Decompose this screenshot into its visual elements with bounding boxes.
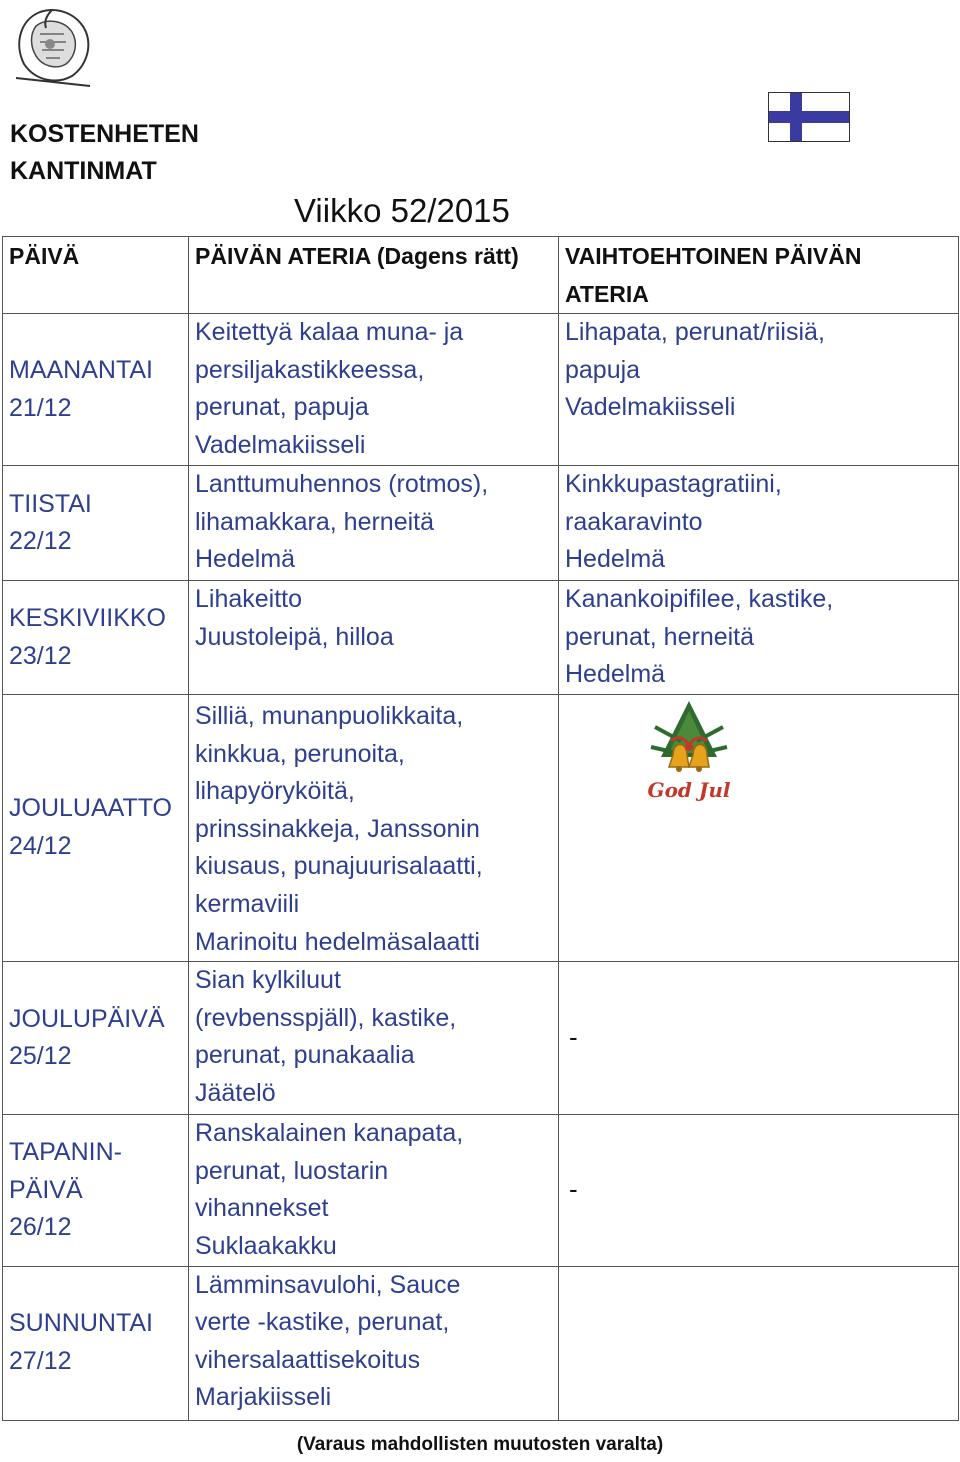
meal-line: kinkkua, perunoita, bbox=[195, 739, 405, 768]
org-line-1: KOSTENHETEN bbox=[10, 120, 199, 148]
day-date: 21/12 bbox=[9, 393, 72, 422]
day-name: KESKIVIIKKO bbox=[9, 603, 167, 632]
meal-line: perunat, papuja bbox=[195, 393, 369, 422]
meal-line: Kanankoipifilee, kastike, bbox=[565, 585, 834, 614]
meal-line: Ranskalainen kanapata, bbox=[195, 1119, 464, 1148]
meal-line: perunat, luostarin bbox=[195, 1156, 389, 1185]
meal-line: Sian kylkiluut bbox=[195, 966, 341, 995]
main-meal-cell bbox=[189, 1266, 559, 1420]
organization-name bbox=[10, 116, 199, 190]
footer-note: (Varaus mahdollisten muutosten varalta) bbox=[296, 1434, 664, 1455]
table-row bbox=[3, 1266, 959, 1420]
meal-line: Hedelmä bbox=[565, 660, 666, 689]
day-cell bbox=[3, 314, 189, 466]
alt-meal-cell bbox=[559, 962, 959, 1115]
company-logo-icon bbox=[6, 4, 94, 90]
main-meal-cell bbox=[189, 1115, 559, 1266]
day-name: JOULUAATTO bbox=[9, 794, 172, 823]
day-date: 23/12 bbox=[9, 641, 72, 670]
day-name: SUNNUNTAI bbox=[9, 1309, 153, 1338]
meal-line: vihersalaattisekoitus bbox=[195, 1345, 421, 1374]
meal-line: kiusaus, punajuurisalaatti, bbox=[195, 852, 483, 881]
meal-line: Hedelmä bbox=[195, 545, 296, 574]
meal-line: Kinkkupastagratiini, bbox=[565, 470, 782, 499]
day-cell bbox=[3, 581, 189, 695]
meal-line: raakaravinto bbox=[565, 507, 703, 536]
table-row bbox=[3, 1115, 959, 1266]
table-row bbox=[3, 314, 959, 466]
meal-line: Suklaakakku bbox=[195, 1231, 337, 1260]
meal-line: verte -kastike, perunat, bbox=[195, 1308, 450, 1337]
day-date: 24/12 bbox=[9, 832, 72, 861]
meal-line: Silliä, munanpuolikkaita, bbox=[195, 701, 464, 730]
day-name: TIISTAI bbox=[9, 489, 92, 518]
header-alt-line-1: VAIHTOEHTOINEN PÄIVÄN bbox=[565, 243, 862, 269]
week-title: Viikko 52/2015 bbox=[294, 192, 510, 229]
alt-meal-cell bbox=[559, 466, 959, 581]
main-meal-cell bbox=[189, 466, 559, 581]
alt-meal-cell bbox=[559, 581, 959, 695]
meal-line: Juustoleipä, hilloa bbox=[195, 622, 394, 651]
meal-line: Lihakeitto bbox=[195, 585, 303, 614]
table-header-row bbox=[3, 237, 959, 314]
day-date: 25/12 bbox=[9, 1042, 72, 1071]
no-alternative-dash: - bbox=[569, 1021, 578, 1052]
day-date: 22/12 bbox=[9, 527, 72, 556]
alt-meal-cell bbox=[559, 314, 959, 466]
table-row bbox=[3, 694, 959, 961]
meal-line: Vadelmakiisseli bbox=[565, 393, 736, 422]
main-meal-cell bbox=[189, 581, 559, 695]
meal-line: (revbensspjäll), kastike, bbox=[195, 1003, 457, 1032]
meal-line: kermaviili bbox=[195, 889, 300, 918]
meal-line: perunat, herneitä bbox=[565, 622, 755, 651]
meal-line: Hedelmä bbox=[565, 545, 666, 574]
day-name: MAANANTAI bbox=[9, 356, 153, 385]
finnish-flag-icon bbox=[768, 92, 850, 142]
day-name-cont: PÄIVÄ bbox=[9, 1175, 83, 1204]
meal-line: lihapyöryköitä, bbox=[195, 777, 355, 806]
meal-line: Jäätelö bbox=[195, 1078, 276, 1107]
table-row bbox=[3, 962, 959, 1115]
meal-line: Lanttumuhennos (rotmos), bbox=[195, 470, 489, 499]
meal-line: papuja bbox=[565, 355, 641, 384]
god-jul-text: God Jul bbox=[647, 777, 731, 802]
main-meal-cell bbox=[189, 314, 559, 466]
meal-line: Lihapata, perunat/riisiä, bbox=[565, 318, 825, 347]
alt-meal-cell bbox=[559, 1115, 959, 1266]
christmas-bells-icon bbox=[641, 697, 737, 815]
org-line-2: KANTINMAT bbox=[10, 157, 157, 185]
day-date: 27/12 bbox=[9, 1347, 72, 1375]
day-cell bbox=[3, 1115, 189, 1266]
day-cell bbox=[3, 694, 189, 961]
day-cell bbox=[3, 962, 189, 1115]
menu-table bbox=[2, 236, 959, 1421]
day-cell bbox=[3, 466, 189, 581]
meal-line: prinssinakkeja, Janssonin bbox=[195, 814, 480, 843]
meal-line: Marjakiisseli bbox=[195, 1383, 332, 1412]
alt-meal-cell bbox=[559, 1266, 959, 1420]
meal-line: persiljakastikkeessa, bbox=[195, 355, 425, 384]
table-row bbox=[3, 466, 959, 581]
meal-line: perunat, punakaalia bbox=[195, 1041, 415, 1070]
day-date: 26/12 bbox=[9, 1213, 72, 1242]
header-alt-line-2: ATERIA bbox=[565, 280, 649, 307]
day-name: TAPANIN- bbox=[9, 1137, 122, 1166]
meal-line: Keitettyä kalaa muna- ja bbox=[195, 318, 464, 347]
header-alternative-meal bbox=[559, 237, 959, 314]
meal-line: Lämminsavulohi, Sauce bbox=[195, 1270, 461, 1299]
meal-line: vihannekset bbox=[195, 1194, 329, 1223]
table-row bbox=[3, 581, 959, 695]
header-main-meal: PÄIVÄN ATERIA (Dagens rätt) bbox=[189, 237, 559, 314]
main-meal-cell bbox=[189, 694, 559, 961]
alt-meal-cell bbox=[559, 694, 959, 961]
meal-line: Vadelmakiisseli bbox=[195, 430, 366, 459]
day-cell bbox=[3, 1266, 189, 1420]
no-alternative-dash: - bbox=[569, 1174, 578, 1205]
meal-line: Marinoitu hedelmäsalaatti bbox=[195, 927, 480, 956]
header-day: PÄIVÄ bbox=[3, 237, 189, 314]
day-name: JOULUPÄIVÄ bbox=[9, 1004, 165, 1033]
meal-line: lihamakkara, herneitä bbox=[195, 507, 435, 536]
main-meal-cell bbox=[189, 962, 559, 1115]
